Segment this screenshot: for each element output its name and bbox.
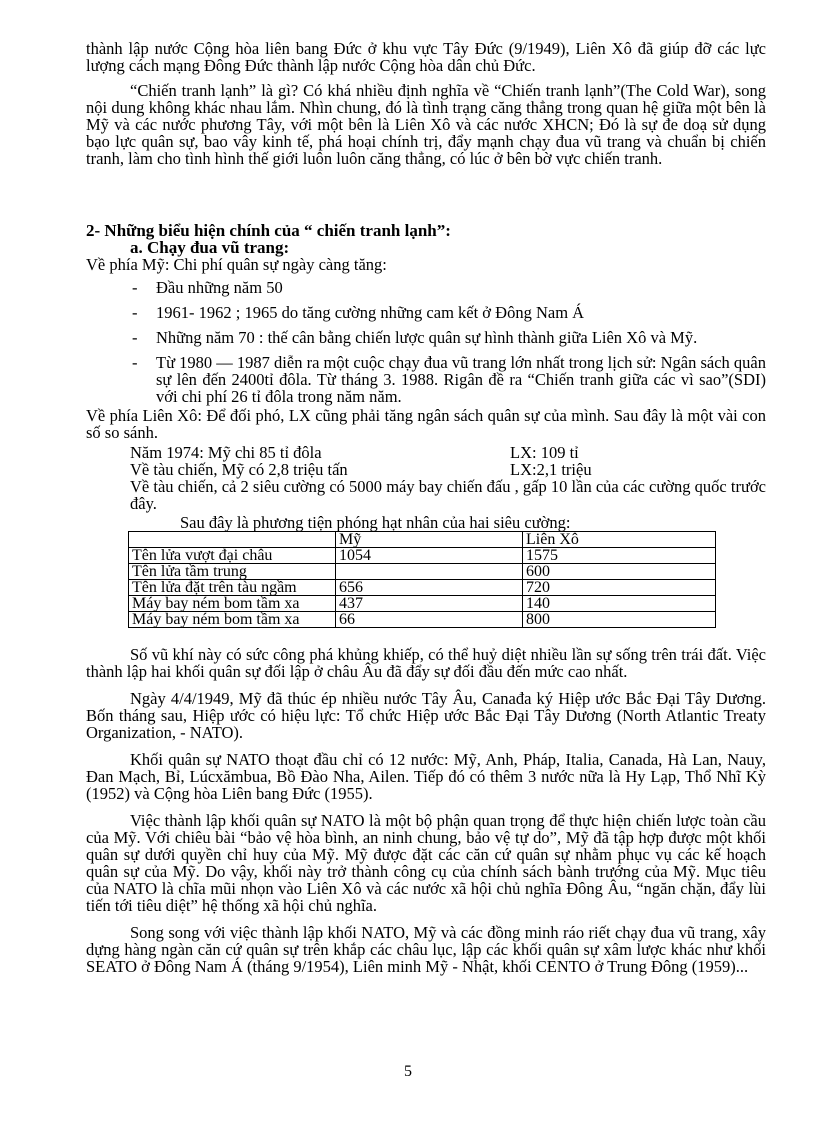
paragraph-intro: thành lập nước Cộng hòa liên bang Đức ở khu vực Tây Đức (9/1949), Liên Xô đã giúp đỡ các lực lượng cách mạng Đông Đức thành lập nước Cộng hòa dân chủ Đức. bbox=[86, 39, 766, 75]
table-cell bbox=[336, 564, 523, 580]
bullet-text: Những năm 70 : thế cân bằng chiến lược quân sự hình thành giữa Liên Xô và Mỹ. bbox=[156, 328, 698, 347]
table-cell: 437 bbox=[336, 596, 523, 612]
paragraph-military-blocs: Song song với việc thành lập khối NATO, Mỹ và các đồng minh ráo riết chạy đua vũ trang, xây dựng hàng ngàn căn cứ quân sự trên khắp các châu lục, lập các khối quân sự xâm lược khác như khối SEATO ở Đông Nam Á (tháng 9/1954), Liên minh Mỹ - Nhật, khối CENTO ở Trung Đông (1959)... bbox=[86, 923, 766, 976]
table-cell: Tên lửa vượt đại châu bbox=[129, 548, 336, 564]
compare-right: LX:2,1 triệu bbox=[510, 460, 592, 479]
table-row bbox=[129, 596, 716, 612]
bullet-dash: - bbox=[132, 303, 138, 322]
table-row bbox=[129, 580, 716, 596]
page-number: 5 bbox=[404, 1063, 412, 1080]
paragraph-nato-founding: Ngày 4/4/1949, Mỹ đã thúc ép nhiều nước Tây Âu, Canađa ký Hiệp ước Bắc Đại Tây Dương. Bốn tháng sau, Hiệp ước có hiệu lực: Tổ chức Hiệp ước Bắc Đại Tây Dương (North Atlantic Treaty Organization, - NATO). bbox=[86, 689, 766, 742]
table-header-cell bbox=[129, 532, 336, 548]
table-header-cell: Mỹ bbox=[336, 532, 523, 548]
table-cell: Máy bay ném bom tầm xa bbox=[129, 596, 336, 612]
bullet-item bbox=[86, 279, 766, 296]
aircraft-paragraph: Về tàu chiến, cả 2 siêu cường có 5000 máy bay chiến đấu , gấp 10 lần của các cường quốc trước đây. bbox=[130, 477, 766, 513]
ussr-intro: Về phía Liên Xô: Để đối phó, LX cũng phải tăng ngân sách quân sự của mình. Sau đây là một vài con số so sánh. bbox=[86, 406, 766, 442]
compare-row bbox=[130, 461, 770, 478]
bullet-item bbox=[86, 329, 766, 346]
compare-right: LX: 109 tỉ bbox=[510, 443, 579, 462]
paragraph-nato-purpose: Việc thành lập khối quân sự NATO là một bộ phận quan trọng để thực hiện chiến lược toàn cầu của Mỹ. Với chiêu bài “bảo vệ hòa bình, an ninh chung, bảo vệ tự do”, Mỹ đã tập hợp được một khối quân sự dưới quyền chỉ huy của Mỹ. Mỹ được đặt các căn cứ quân sự nhằm phục vụ các kế hoạch quân sự của Mỹ. Do vậy, khối này trở thành công cụ của chính sách bành trướng của Mỹ. Mục tiêu của NATO là chĩa mũi nhọn vào Liên Xô và các nước xã hội chủ nghĩa Đông Âu, “ngăn chặn, đẩy lùi tiến tới tiêu diệt” hệ thống xã hội chủ nghĩa. bbox=[86, 811, 766, 915]
compare-left: Năm 1974: Mỹ chi 85 tỉ đôla bbox=[130, 443, 322, 462]
table-cell: 1054 bbox=[336, 548, 523, 564]
bullet-text: 1961- 1962 ; 1965 do tăng cường những cam kết ở Đông Nam Á bbox=[156, 303, 585, 322]
bullet-text: Từ 1980 — 1987 diễn ra một cuộc chạy đua vũ trang lớn nhất trong lịch sử: Ngân sách quân sự lên đến 2400tỉ đôla. Từ tháng 3. 1988. Rigân đề ra “Chiến tranh giữa các vì sao”(SDI) với chi phí 26 tỉ đôla trong năm năm. bbox=[156, 353, 766, 406]
table-cell: 1575 bbox=[523, 548, 716, 564]
table-row bbox=[129, 612, 716, 628]
table-header-row bbox=[129, 532, 716, 548]
nato-block bbox=[86, 646, 766, 975]
compare-left: Về tàu chiến, Mỹ có 2,8 triệu tấn bbox=[130, 460, 348, 479]
nuclear-launch-table bbox=[128, 531, 716, 628]
compare-row bbox=[130, 444, 770, 461]
bullet-text: Đầu những năm 50 bbox=[156, 278, 283, 297]
bullet-dash: - bbox=[132, 278, 138, 297]
table-caption: Sau đây là phương tiện phóng hạt nhân của hai siêu cường: bbox=[180, 513, 571, 532]
table-cell: Tên lửa tầm trung bbox=[129, 564, 336, 580]
bullet-item bbox=[86, 304, 766, 321]
table-cell: 720 bbox=[523, 580, 716, 596]
bullet-dash: - bbox=[132, 353, 138, 372]
subsection-heading: a. Chạy đua vũ trang: bbox=[130, 238, 290, 257]
table-cell: 800 bbox=[523, 612, 716, 628]
table-row bbox=[129, 564, 716, 580]
paragraph-cold-war-definition: “Chiến tranh lạnh” là gì? Có khá nhiều định nghĩa về “Chiến tranh lạnh”(The Cold War), song nội dung không khác nhau lắm. Nhìn chung, đó là tình trạng căng thẳng trong quan hệ giữa một bên là Mỹ và các nước phương Tây, với một bên là Liên Xô và các nước XHCN; Đó là sự đe doạ sử dụng bạo lực quân sự, bao vây kinh tế, phá hoại chính trị, đẩy mạnh chạy đua vũ trang và chuẩn bị chiến tranh, làm cho tình hình thế giới luôn luôn căng thẳng, có lúc ở bên bờ vực chiến tranh. bbox=[86, 81, 766, 168]
paragraph-nato-members: Khối quân sự NATO thoạt đầu chỉ có 12 nước: Mỹ, Anh, Pháp, Italia, Canada, Hà Lan, Nauy, Đan Mạch, Bỉ, Lúcxămbua, Bồ Đào Nha, Ailen. Tiếp đó có thêm 3 nước nữa là Hy Lạp, Thổ Nhĩ Kỳ (1952) và Cộng hòa Liên bang Đức (1955). bbox=[86, 750, 766, 803]
intro-block bbox=[86, 40, 766, 167]
table-cell: 600 bbox=[523, 564, 716, 580]
table-cell: 656 bbox=[336, 580, 523, 596]
bullet-dash: - bbox=[132, 328, 138, 347]
bullet-item bbox=[86, 354, 766, 405]
table-row bbox=[129, 548, 716, 564]
table-cell: Máy bay ném bom tầm xa bbox=[129, 612, 336, 628]
us-intro: Về phía Mỹ: Chi phí quân sự ngày càng tăng: bbox=[86, 255, 387, 274]
table-header-cell: Liên Xô bbox=[523, 532, 716, 548]
section-2 bbox=[86, 222, 766, 441]
table-cell: Tên lửa đặt trên tàu ngầm bbox=[129, 580, 336, 596]
table-cell: 140 bbox=[523, 596, 716, 612]
paragraph-weapons: Số vũ khí này có sức công phá khủng khiếp, có thể huỷ diệt nhiều lần sự sống trên trái đất. Việc thành lập hai khối quân sự đối lập ở châu Âu đã đẩy sự đối đầu đến mức cao nhất. bbox=[86, 645, 766, 681]
section-heading: 2- Những biểu hiện chính của “ chiến tranh lạnh”: bbox=[86, 221, 451, 240]
table-cell: 66 bbox=[336, 612, 523, 628]
